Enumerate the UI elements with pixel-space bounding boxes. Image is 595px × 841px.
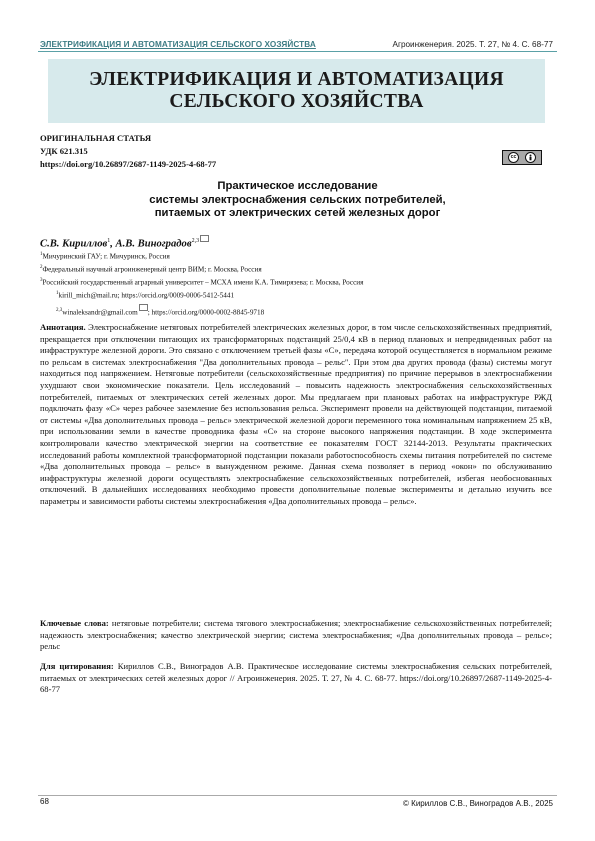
article-title bbox=[60, 180, 535, 221]
title-line-2: системы электроснабжения сельских потребителей, bbox=[149, 193, 446, 206]
citation-text: Кириллов С.В., Виноградов А.В. Практическое исследование системы электроснабжения сельских потребителей, питаемых от электрических сетей железных дорог // Агроинженерия. 2025. Т. 27, № 4. С. 68-77. https://doi.org/10.26897/2687-1149-2025-4-68-77 bbox=[40, 661, 553, 695]
affiliation-sup: 1 bbox=[40, 252, 43, 257]
abstract-text: Электроснабжение нетяговых потребителей электрических железных дорог, в том числе сельскохозяйственных предприятий, прекращается при отключении питающих их трансформаторных подстанций 25/0,4 кВ в период плановых и непредвиденных работ на инфраструктуре железной дороги. Это связано с отключением третьей фазы «С», передача которой осуществляется в нормальном режиме по рельсам в системах электроснабжения "Два дополнительных провода – рельс". При этом два других провода (фазы) системы могут находиться под напряжением. Нетяговые потребители (сельскохозяйственные предприятия) по причине перерывов в электроснабжении ухудшают свои экономические показатели. Цель исследований – повысить надежность электроснабжения сельскохозяйственных потребителей, питаемых от электрических сетей железных дорог. Мы предлагаем при плановых работах на инфраструктуре РЖД подключать фазу «С» через рабочее заземление без использования рельса. Эксперимент провели на действующей подстанции, питаемой от системы «Два дополнительных провода – рельс» электрической железной дороги переменного тока номинальным напряжением 25 кВ, при использовании земли в качестве проводника фазы «С» на стороне высокого напряжения подстанции. В ходе эксперимента контролировали качество электрической энергии на соответствие ее показателям ГОСТ 32144-2013. Результаты практических исследований работы комплектной трансформаторной подстанции показали работоспособность схемы питания потребителей по системе «Два дополнительных провода – рельс» в вынужденном режиме. Данная схема позволяет в период «окон» по обслуживанию инфраструктуры железной дороги осуществлять электроснабжение сельскохозяйственных потребителей, избегая необоснованных отключений. В дальнейших исследованиях необходимо провести дополнительные полевые эксперименты и детально изучить все параметры и зависимости работы системы электроснабжения «Два дополнительных провода – рельс». bbox=[40, 322, 552, 506]
contact-email[interactable]: winaleksandr@gmail.com bbox=[62, 308, 138, 317]
journal-section-header: ЭЛЕКТРИФИКАЦИЯ И АВТОМАТИЗАЦИЯ СЕЛЬСКОГО ХОЗЯЙСТВА bbox=[40, 40, 316, 49]
author-sup: 1 bbox=[107, 238, 111, 244]
citation-label: Для цитирования: bbox=[40, 661, 114, 671]
author-name: А.В. Виноградов bbox=[115, 238, 192, 250]
udc-code: УДК 621.315 bbox=[40, 146, 88, 156]
contact-sup: 1 bbox=[56, 291, 59, 296]
article-type: ОРИГИНАЛЬНАЯ СТАТЬЯ bbox=[40, 133, 152, 143]
header-divider bbox=[38, 51, 557, 52]
abstract bbox=[40, 322, 552, 508]
footer-divider bbox=[38, 795, 557, 796]
contact-sup: 2,3 bbox=[56, 308, 63, 313]
keywords-text: нетяговые потребители; система тягового электроснабжения; электроснабжение сельскохозяйственных потребителей; надежность электроснабжения; качество электрической энергии; система электроснабжения; «Два дополнительных провода – рельс»; рельс bbox=[40, 618, 552, 652]
author-separator: , bbox=[110, 238, 116, 250]
affiliation-1 bbox=[40, 252, 170, 260]
attribution-icon bbox=[525, 152, 536, 163]
section-banner bbox=[48, 59, 545, 123]
authors-line bbox=[40, 235, 209, 250]
copyright: © Кириллов С.В., Виноградов А.В., 2025 bbox=[403, 799, 553, 808]
affiliation-text: Мичуринский ГАУ; г. Мичуринск, Россия bbox=[42, 252, 170, 261]
author-contact-1 bbox=[56, 291, 234, 299]
title-line-3: питаемых от электрических сетей железных дорог bbox=[154, 207, 441, 219]
section-banner-line1: ЭЛЕКТРИФИКАЦИЯ И АВТОМАТИЗАЦИЯ bbox=[89, 69, 504, 90]
mail-icon bbox=[139, 304, 148, 311]
journal-citation-header: Агроинженерия. 2025. Т. 27, № 4. С. 68-77 bbox=[392, 40, 553, 49]
mail-icon bbox=[200, 235, 209, 242]
contact-orcid[interactable]: ; https://orcid.org/0000-0002-8845-9718 bbox=[147, 308, 265, 317]
affiliation-text: Российский государственный аграрный университет – МСХА имени К.А. Тимирязева; г. Москва, Россия bbox=[42, 278, 364, 287]
affiliation-sup: 3 bbox=[40, 278, 43, 283]
creative-commons-badge[interactable] bbox=[502, 150, 542, 165]
section-banner-title bbox=[89, 69, 504, 113]
author-name: С.В. Кириллов bbox=[40, 238, 108, 250]
author-contact-2 bbox=[56, 304, 264, 316]
abstract-label: Аннотация. bbox=[40, 322, 86, 332]
section-banner-line2: СЕЛЬСКОГО ХОЗЯЙСТВА bbox=[169, 91, 424, 112]
affiliation-sup: 2 bbox=[40, 265, 43, 270]
contact-text[interactable]: kirill_mich@mail.ru; https://orcid.org/0009-0006-5412-5441 bbox=[58, 291, 235, 300]
doi-link[interactable]: https://doi.org/10.26897/2687-1149-2025-4-68-77 bbox=[40, 159, 217, 169]
affiliation-3 bbox=[40, 278, 363, 286]
author-sup: 2,3 bbox=[191, 238, 200, 244]
citation bbox=[40, 661, 552, 696]
keywords bbox=[40, 618, 552, 653]
affiliation-text: Федеральный научный агроинженерный центр ВИМ; г. Москва, Россия bbox=[42, 265, 262, 274]
page-number: 68 bbox=[40, 797, 49, 806]
keywords-label: Ключевые слова: bbox=[40, 618, 109, 628]
title-line-1: Практическое исследование bbox=[217, 180, 378, 192]
affiliation-2 bbox=[40, 265, 262, 273]
cc-icon: cc bbox=[508, 152, 519, 163]
